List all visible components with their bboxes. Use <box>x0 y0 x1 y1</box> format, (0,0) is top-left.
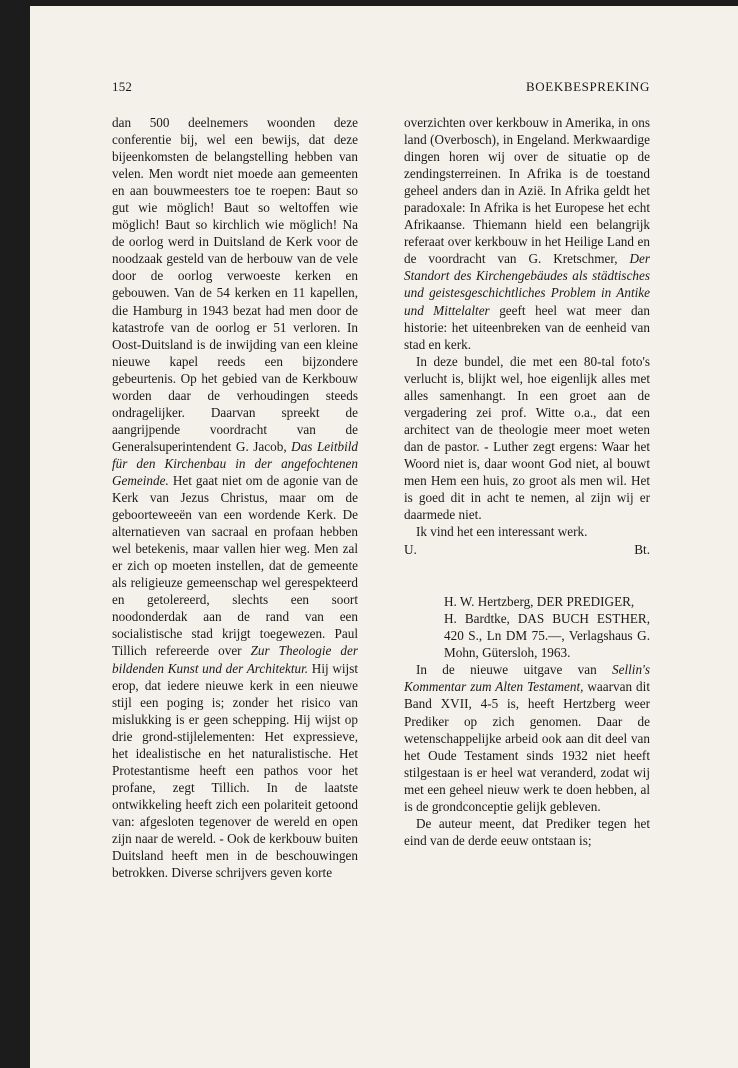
page-number: 152 <box>112 79 133 94</box>
series-title: Sellin's Kommentar zum Alten Testament, <box>404 662 650 695</box>
lecture-title-tillich: Zur Theologie der bildenden Kunst und der Architektur. <box>112 643 358 676</box>
right-paragraph-3: Ik vind het een interessant werk. <box>416 524 588 540</box>
lecture-title-jacob: Das Leitbild für den Kirchenbau in der angefochtenen Gemeinde. <box>112 438 359 488</box>
bibliographic-reference-2: H. Bardtke, DAS BUCH ESTHER, 420 S., Ln DM 75.—, Verlagshaus G. Mohn, Gütersloh, 1963. <box>444 611 650 661</box>
text-run: In de nieuwe uitgave van <box>416 662 612 678</box>
left-paragraph <box>112 114 358 881</box>
text-run: geeft heel wat meer dan historie: het uiteenbreken van de eenheid van stad en kerk. <box>404 302 650 352</box>
right-paragraph-1 <box>404 114 650 353</box>
text-run: overzichten over kerkbouw in Amerika, in ons land (Overbosch), in Engeland. Merkwaardige dingen horen wij over de situatie op de zendingsterreinen. In Afrika is de toestand geheel anders dan in Azië. In Afrika geldt het paradoxale: In Afrika is het Europese het echt Afrikaanse. Thiemann hield een belangrijk referaat over kerkbouw in het Heilige Land en de voordracht van G. Kretschmer, <box>404 115 650 267</box>
text-run: Hij wijst erop, dat iedere nieuwe kerk in een nieuwe stijl een poging is; zonder het risico van mislukking is er geen schepping. Hij wijst op drie grond-stijlelementen: Het expressieve, het idealistische en het naturalistische. Het Protestantisme heeft een pathos voor het profane, zegt Tillich. In de laatste ontwikkeling heeft zich een polariteit getoond van: afgesloten tegenover de wereld en open zijn naar de wereld. - Ook de kerkbouw buiten Duitsland heeft men in de beschouwingen betrokken. Diverse schrijvers geven korte <box>112 660 359 881</box>
page-header <box>112 79 650 99</box>
running-title: BOEKBESPREKING <box>526 79 650 94</box>
review-signature <box>404 541 650 558</box>
bibliographic-reference-1: H. W. Hertzberg, DER PREDIGER, <box>444 594 635 610</box>
text-run: dan 500 deelnemers woonden deze conferentie bij, wel een bewijs, dat deze bijeenkomsten de belangstelling hebben van velen. Men wordt niet moede aan gemeenten en aan bouwmeesters toe te roepen: Baut so gut wie möglich! Baut so weltoffen wie möglich! Baut so kirchlich wie möglich! Na de oorlog werd in Duitsland de Kerk voor de noodzaak gesteld van de herbouw van de vele door de oorlog verwoeste kerken en gebouwen. Van de 54 kerken en 11 kapellen, die Hamburg in 1943 bezat had men door de katastrofe van de oorlog er 51 verloren. In Oost-Duitsland is de inwijding van een kleine nieuwe kapel reeds een bijzondere gebeurtenis. Op het gebied van de Kerkbouw worden daar de verhoudingen steeds ondragelijker. Daarvan spreekt de aangrijpende voordracht van de Generalsuperintendent G. Jacob, <box>112 115 358 454</box>
lecture-title-kretschmer: Der Standort des Kirchengebäudes als städtisches und geistesgeschichtliches Problem in Antike und Mittelalter <box>404 251 650 318</box>
scan-border-left <box>0 0 30 1068</box>
text-run: waarvan dit Band XVII, 4-5 is, heeft Hertzberg weer Prediker op zich genomen. Daar de wetenschappelijke arbeid ook aan dit deel van het Oude Testament sinds 1932 niet heeft stilgestaan is er heel wat veranderd, zodat wij met een geheel nieuw werk te doen hebben, al is de grondconceptie gelijk gebleven. <box>404 679 650 814</box>
right-column <box>404 114 650 849</box>
review-paragraph-2: De auteur meent, dat Prediker tegen het eind van de derde eeuw ontstaan is; <box>404 815 650 848</box>
review-paragraph-1 <box>404 661 650 814</box>
left-column <box>112 114 358 881</box>
signature-initial-left: U. <box>404 542 417 558</box>
signature-initial-right: Bt. <box>634 542 650 558</box>
review-entry <box>404 593 650 849</box>
text-run: Het gaat niet om de agonie van de Kerk van Jezus Christus, maar om de geboorteweeën van een wordende Kerk. De alternatieven van sacraal en profaan hebben wel betekenis, maar vallen hier weg. Men zal er zich op moeten instellen, dat de gemeente als religieuze gemeenschap wel gerespekteerd en getolereerd, slechts een soort noodonderdak aan de rand van een socialistische stad krijgt toegewezen. Paul Tillich refereerde over <box>112 472 358 659</box>
right-paragraph-2: In deze bundel, die met een 80-tal foto's verlucht is, blijkt wel, hoe eigenlijk alles met alles samenhangt. In een groet aan de vergadering zei prof. Witte o.a., dat een architect van de theologie meer moet weten dan de pastor. - Luther zegt ergens: Waar het Woord niet is, daar woont God niet, al bouwt men Hem een huis, zo groot als men wil. Het is goed dit in acht te nemen, al zijn wij er daarmede niet. <box>404 353 650 523</box>
